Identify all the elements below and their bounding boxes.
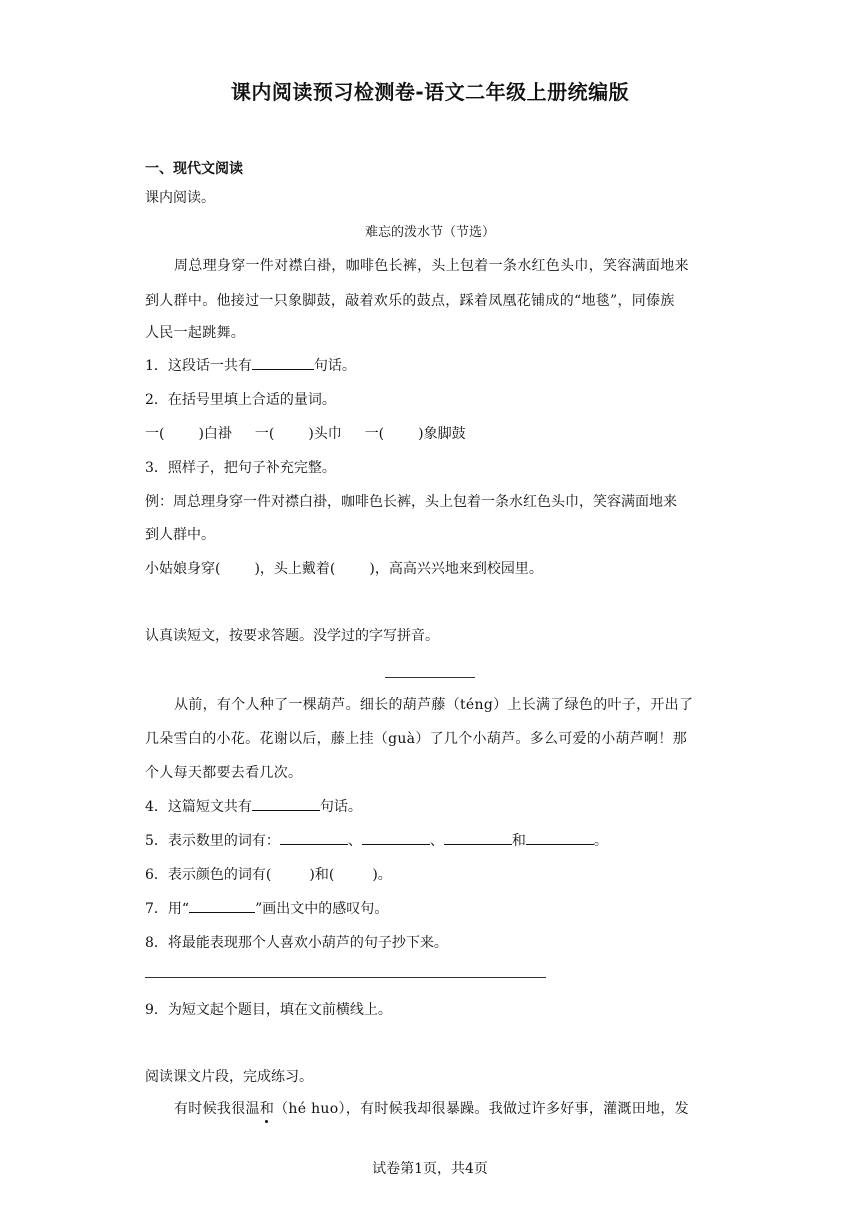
- section-heading: 一、现代文阅读: [145, 161, 243, 177]
- separator: 、: [347, 833, 362, 849]
- answer-blank[interactable]: [252, 796, 320, 811]
- separator: 和: [511, 833, 526, 849]
- question-text: 句话。: [319, 799, 362, 815]
- section-intro: 认真读短文，按要求答题。没学过的字写拼音。: [145, 628, 439, 644]
- fill-text: )，头上戴着(: [254, 561, 336, 577]
- answer-blank[interactable]: [444, 830, 512, 845]
- question-text: 5．表示数里的词有：: [145, 833, 280, 849]
- question-8: 8．将最能表现那个人喜欢小葫芦的句子抄下来。: [145, 935, 448, 951]
- item-text: 一(: [364, 426, 385, 442]
- question-text: )。: [372, 867, 392, 883]
- measure-word-item: [365, 426, 466, 442]
- answer-blank[interactable]: [252, 355, 314, 370]
- question-text: ”画出文中的感叹句。: [255, 901, 389, 917]
- section-intro: 阅读课文片段，完成练习。: [145, 1069, 313, 1085]
- fill-text: )，高高兴兴地来到校园里。: [369, 561, 543, 577]
- question-2-items: [145, 423, 466, 443]
- question-text: 句话。: [313, 358, 356, 374]
- question-9: 9．为短文起个题目，填在文前横线上。: [145, 1002, 392, 1018]
- question-6: [145, 864, 392, 884]
- title-blank-line[interactable]: [385, 677, 475, 678]
- item-text: 一(: [145, 426, 165, 442]
- passage-text: 有时候我很温: [174, 1101, 260, 1117]
- question-text: 7．用“: [145, 901, 190, 917]
- item-text: 一(: [254, 426, 275, 442]
- separator: 、: [429, 833, 444, 849]
- question-text: 6．表示颜色的词有(: [145, 867, 272, 883]
- question-3: 3．照样子，把句子补充完整。: [145, 460, 336, 476]
- question-7: [145, 898, 388, 918]
- answer-blank[interactable]: [362, 830, 430, 845]
- question-2: 2．在括号里填上合适的量词。: [145, 392, 336, 408]
- answer-blank[interactable]: [280, 830, 348, 845]
- fill-sentence: [145, 558, 543, 578]
- passage-line: 个人每天都要去看几次。: [145, 765, 303, 781]
- page-footer: 试卷第1页，共4页: [372, 1161, 488, 1177]
- question-4: [145, 796, 362, 816]
- fill-text: 小姑娘身穿(: [145, 561, 221, 577]
- answer-blank[interactable]: [189, 898, 255, 913]
- measure-word-item: [145, 426, 232, 442]
- question-5: [145, 830, 608, 850]
- passage-line: 人民一起跳舞。: [145, 325, 246, 341]
- question-text: 1．这段话一共有: [145, 358, 252, 374]
- item-text: )象脚鼓: [418, 426, 466, 442]
- question-text: 4．这篇短文共有: [145, 799, 252, 815]
- answer-line[interactable]: [145, 977, 546, 978]
- item-text: )白褂: [198, 426, 232, 442]
- passage-line: 到人群中。他接过一只象脚鼓，敲着欢乐的鼓点，踩着凤凰花铺成的“地毯”，同傣族: [145, 293, 675, 309]
- passage-line: 周总理身穿一件对襟白褂，咖啡色长裤，头上包着一条水红色头巾，笑容满面地来: [174, 258, 689, 274]
- page-title: 课内阅读预习检测卷-语文二年级上册统编版: [230, 80, 630, 104]
- question-1: [145, 355, 356, 375]
- example-line: 到人群中。: [145, 527, 215, 543]
- measure-word-item: [255, 426, 342, 442]
- dotted-character: 和: [259, 1101, 275, 1117]
- passage-line: 从前，有个人种了一棵葫芦。细长的葫芦藤（téng）上长满了绿色的叶子，开出了: [174, 697, 694, 713]
- answer-blank[interactable]: [526, 830, 594, 845]
- section-intro: 课内阅读。: [145, 190, 215, 206]
- passage-title: 难忘的泼水节（节选）: [364, 225, 495, 240]
- passage-line: [174, 1098, 689, 1118]
- passage-text: （hé huo），有时候我却很暴躁。我做过许多好事，灌溉田地，发: [274, 1101, 689, 1117]
- separator: 。: [593, 833, 608, 849]
- passage-line: 几朵雪白的小花。花谢以后，藤上挂（guà）了几个小葫芦。多么可爱的小葫芦啊！那: [145, 731, 688, 747]
- question-text: )和(: [309, 867, 335, 883]
- item-text: )头巾: [308, 426, 342, 442]
- example-line: 例：周总理身穿一件对襟白褂，咖啡色长裤，头上包着一条水红色头巾，笑容满面地来: [145, 494, 677, 510]
